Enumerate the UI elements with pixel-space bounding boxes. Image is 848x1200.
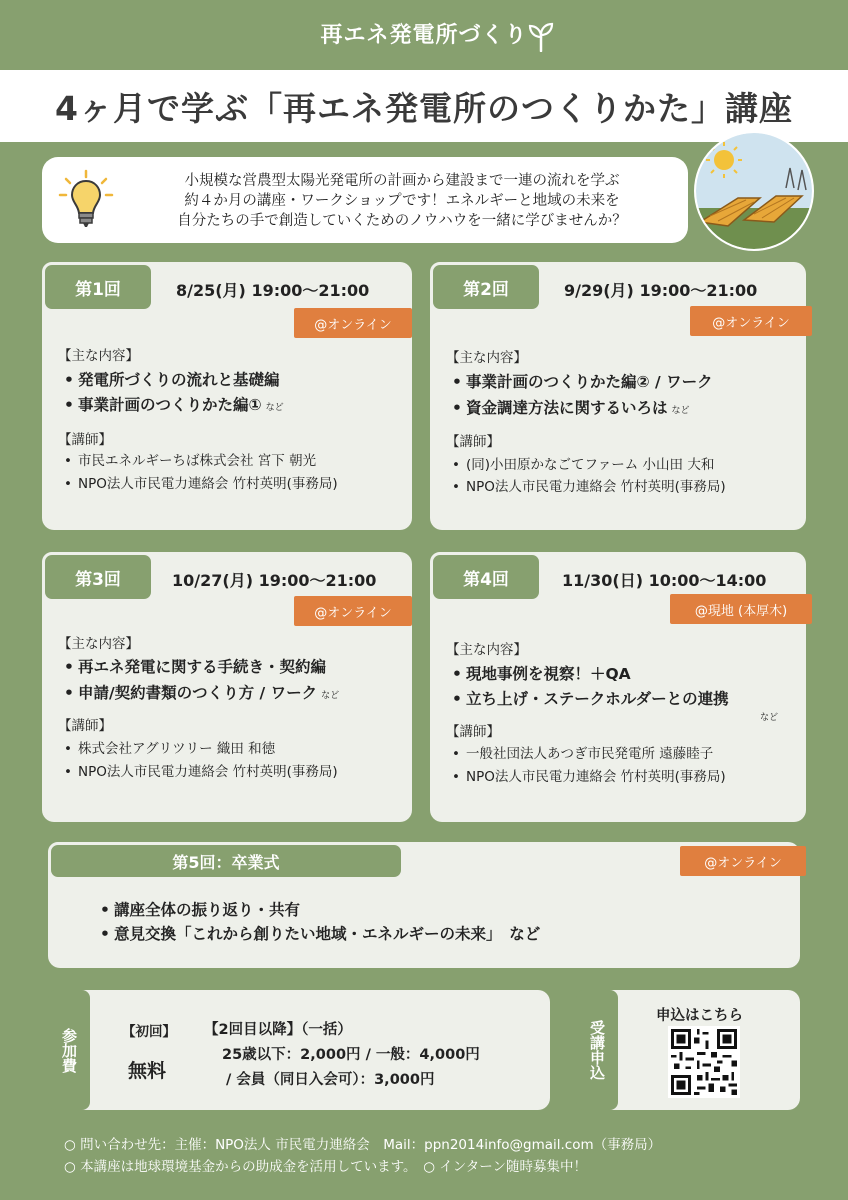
apply-label-text: 受講申込 [588, 1020, 606, 1080]
fee-later-line: 25歳以下：2,000円 / 一般：4,000円 [222, 1047, 480, 1063]
graduation-card [48, 842, 800, 968]
location-badge: @オンライン [690, 306, 812, 336]
content-heading: 【主な内容】 [446, 350, 527, 366]
fee-first-heading: 【初回】 [122, 1024, 176, 1040]
lecturer-item: • NPO法人市民電力連絡会 竹村英明(事務局) [452, 479, 726, 495]
lecturer-heading: 【講師】 [58, 432, 112, 448]
topic-item: • 再エネ発電に関する手続き・契約編 [64, 658, 327, 676]
session-card-1 [42, 262, 412, 530]
session-card-2 [430, 262, 806, 530]
location-badge: @オンライン [294, 308, 412, 338]
session-number: 第2回 [430, 262, 542, 312]
intro-line: 約４か月の講座・ワークショップです！エネルギーと地域の未来を [184, 193, 620, 209]
lecturer-item: • NPO法人市民電力連絡会 竹村英明(事務局) [64, 764, 338, 780]
content-heading: 【主な内容】 [58, 636, 139, 652]
graduation-item: • 講座全体の振り返り・共有 [100, 901, 301, 919]
session-card-4 [430, 552, 806, 822]
intro-line: 自分たちの手で創造していくためのノウハウを一緒に学びませんか？ [177, 213, 627, 229]
location-badge: @現地 (本厚木) [670, 594, 812, 624]
graduation-title-text: 第5回：卒業式 [172, 852, 280, 872]
fee-card [48, 990, 550, 1110]
content-heading: 【主な内容】 [446, 642, 527, 658]
lecturer-item: • (同)小田原かなごてファーム 小山田 大和 [452, 457, 715, 473]
session-date: 8/25(月) 19:00〜21:00 [176, 281, 370, 300]
fee-label-text: 参加費 [60, 1027, 78, 1073]
lecturer-heading: 【講師】 [58, 718, 112, 734]
solar-farm-illustration [690, 130, 818, 252]
contact-info: ○ 問い合わせ先：主催：NPO法人 市民電力連絡会 Mail：ppn2014info@gmail.com（事務局） [64, 1137, 662, 1153]
graduation-item: • 意見交換「これから創りたい地域・エネルギーの未来」 など [100, 925, 541, 943]
content-heading: 【主な内容】 [58, 348, 139, 364]
session-date: 11/30(日) 10:00〜14:00 [562, 571, 767, 590]
session-card-3 [42, 552, 412, 822]
brand-title: 再エネ発電所づくり [320, 23, 528, 48]
topic-item: • 現地事例を視察！＋QA [452, 665, 631, 683]
session-number: 第4回 [430, 552, 542, 602]
funding-note: ○ 本講座は地球環境基金からの助成金を活用しています。 ○ インターン随時募集中！ [64, 1159, 588, 1175]
qr-code[interactable] [668, 1026, 740, 1098]
page-title: 4ヶ月で学ぶ「再エネ発電所のつくりかた」講座 [0, 70, 848, 142]
session-number: 第1回 [42, 262, 154, 312]
intro-box [42, 157, 688, 243]
fee-later-heading: 【2回目以降】（一括） [204, 1022, 352, 1038]
session-date: 9/29(月) 19:00〜21:00 [564, 281, 758, 300]
sprout-icon [528, 22, 554, 52]
lecturer-item: • 一般社団法人あつぎ市民発電所 遠藤睦子 [452, 746, 714, 762]
location-badge: @オンライン [294, 596, 412, 626]
session-number: 第3回 [42, 552, 154, 602]
topic-item: • 事業計画のつくりかた編① など [64, 396, 284, 414]
topic-item: • 申請/契約書類のつくり方 / ワーク など [64, 684, 340, 702]
topic-item: • 事業計画のつくりかた編② / ワーク [452, 373, 713, 391]
topic-item: • 発電所づくりの流れと基礎編 [64, 371, 280, 389]
location-badge: @オンライン [680, 846, 806, 876]
fee-first-value: 無料 [128, 1060, 167, 1082]
lecturer-heading: 【講師】 [446, 724, 500, 740]
fee-label [48, 990, 90, 1110]
lightbulb-icon [58, 169, 114, 231]
topic-item: • 立ち上げ・ステークホルダーとの連携 [452, 690, 729, 708]
etc-note: など [760, 713, 779, 723]
apply-label [576, 990, 618, 1110]
lecturer-item: • 株式会社アグリツリー 織田 和徳 [64, 741, 276, 757]
lecturer-item: • 市民エネルギーちば株式会社 宮下 朝光 [64, 453, 317, 469]
lecturer-item: • NPO法人市民電力連絡会 竹村英明(事務局) [64, 476, 338, 492]
lecturer-heading: 【講師】 [446, 434, 500, 450]
apply-heading: 申込はこちら [656, 1008, 743, 1024]
lecturer-item: • NPO法人市民電力連絡会 竹村英明(事務局) [452, 769, 726, 785]
fee-later-line: / 会員（同日入会可）：3,000円 [226, 1072, 435, 1088]
intro-text [124, 171, 680, 231]
session-date: 10/27(月) 19:00〜21:00 [172, 571, 377, 590]
intro-line: 小規模な営農型太陽光発電所の計画から建設まで一連の流れを学ぶ [184, 173, 620, 189]
topic-item: • 資金調達方法に関するいろは など [452, 399, 690, 417]
graduation-title [48, 842, 404, 880]
